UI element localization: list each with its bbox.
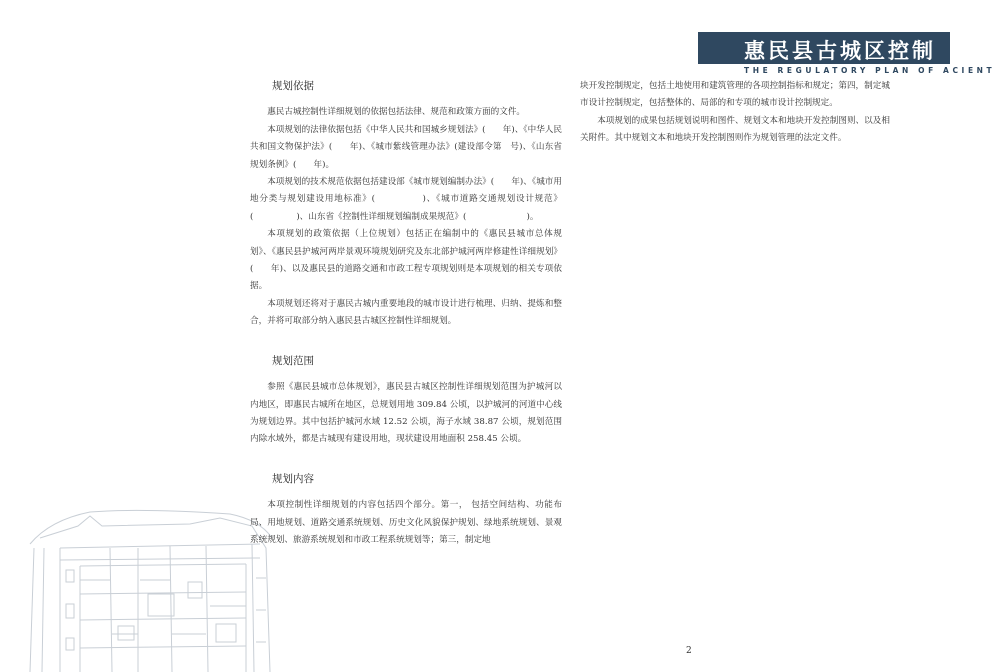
paragraph: 本项规划的成果包括规划说明和图件、规划文本和地块开发控制图则、以及相关附件。其中规划文本和地块开发控制图则作为规划管理的法定文件。 <box>580 115 890 144</box>
paragraph: 惠民古城控制性详细规划的依据包括法律、规范和政策方面的文件。 <box>267 107 526 118</box>
section-scope <box>250 353 562 449</box>
right-column <box>580 78 890 148</box>
header-banner <box>698 32 950 64</box>
ancient-city-map-watermark <box>20 508 275 672</box>
header-subtitle: THE REGULATORY PLAN OF ACIENT <box>744 66 995 75</box>
paragraph: 块开发控制规定，包括土地使用和建筑管理的各项控制指标和规定；第四，制定城市设计控制规定，包括整体的、局部的和专项的城市设计控制规定。 <box>580 81 890 109</box>
section-heading: 规划范围 <box>272 354 314 367</box>
section-heading: 规划内容 <box>272 472 314 485</box>
paragraph: 本项规划的技术规范依据包括建设部《城市规划编制办法》( 年)、《城市用地分类与规划建设用地标准》( )、《城市道路交通规划设计规范》( )、山东省《控制性详细规划编制成果规范》( )。 <box>250 177 562 222</box>
paragraph: 参照《惠民县城市总体规划》，惠民县古城区控制性详细规划范围为护城河以内地区，即惠民古城所在地区，总规划用地 309.84 公顷，以护城河的河道中心线为规划边界。其中包括护城河水域 12.52 公顷，海子水域 38.87 公顷，规划范围内除水域外，都是古城现有建设用地，现状建设用地面积 258.45 公顷。 <box>250 382 562 445</box>
paragraph: 本项规划的政策依据（上位规划）包括正在编制中的《惠民县城市总体规划》、《惠民县护城河两岸景观环境规划研究及东北部护城河两岸修建性详细规划》( 年)、以及惠民县的道路交通和市政工程专项规划则是本项规划的相关专项依据。 <box>250 229 562 292</box>
page-number: 2 <box>686 646 692 656</box>
paragraph: 本项规划还将对于惠民古城内重要地段的城市设计进行梳理、归纳、提炼和整合，并将可取部分纳入惠民县古城区控制性详细规划。 <box>250 298 562 327</box>
section-content <box>250 471 562 550</box>
left-column <box>250 78 562 549</box>
header-title: 惠民县古城区控制 <box>744 39 936 63</box>
section-basis <box>250 78 562 331</box>
paragraph: 本项规划的法律依据包括《中华人民共和国城乡规划法》( 年)、《中华人民共和国文物保护法》( 年)、《城市紫线管理办法》(建设部令第 号)、《山东省规划条例》( 年)。 <box>250 124 562 170</box>
section-heading: 规划依据 <box>272 80 314 92</box>
paragraph: 本项控制性详细规划的内容包括四个部分。第一， 包括空间结构、功能布局、用地规划、道路交通系统规划、历史文化风貌保护规划、绿地系统规划、景观系统规划、旅游系统规划和市政工程系统规划等；第三，制定地 <box>250 500 562 545</box>
